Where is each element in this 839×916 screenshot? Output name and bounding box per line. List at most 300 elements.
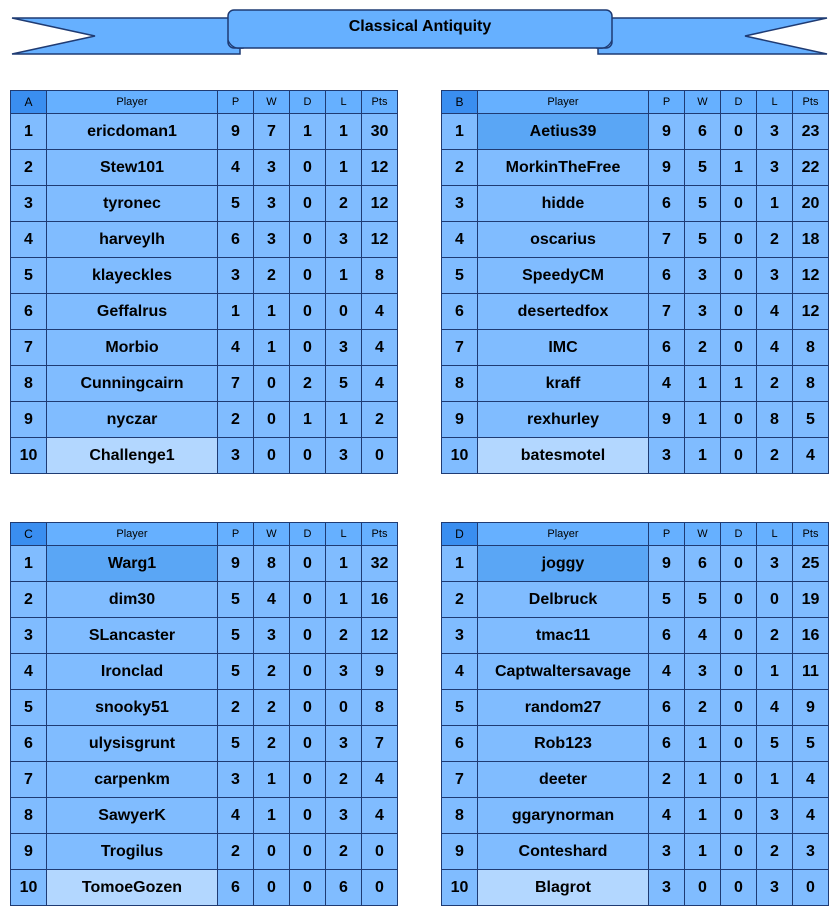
stat-cell-d: 1	[290, 402, 326, 438]
player-name-cell: Aetius39	[478, 114, 649, 150]
stat-cell-pts: 18	[793, 222, 829, 258]
stat-cell-d: 0	[290, 870, 326, 906]
stat-cell-w: 5	[685, 150, 721, 186]
header-row	[11, 523, 398, 546]
column-header-player: Player	[478, 91, 649, 114]
stat-cell-l: 3	[326, 330, 362, 366]
stat-cell-pts: 2	[362, 402, 398, 438]
table-row	[442, 186, 829, 222]
table-row	[442, 870, 829, 906]
stat-cell-p: 1	[218, 294, 254, 330]
column-header-w: W	[254, 91, 290, 114]
player-name-cell: carpenkm	[47, 762, 218, 798]
group-label: A	[11, 91, 47, 114]
player-name-cell: Geffalrus	[47, 294, 218, 330]
position-cell: 6	[442, 294, 478, 330]
position-cell: 9	[11, 834, 47, 870]
position-cell: 9	[11, 402, 47, 438]
stat-cell-p: 6	[218, 870, 254, 906]
stat-cell-pts: 12	[362, 618, 398, 654]
position-cell: 8	[11, 366, 47, 402]
stat-cell-pts: 12	[793, 258, 829, 294]
stat-cell-p: 5	[218, 726, 254, 762]
stat-cell-d: 0	[290, 762, 326, 798]
stat-cell-w: 2	[685, 690, 721, 726]
player-name-cell: oscarius	[478, 222, 649, 258]
stat-cell-pts: 3	[793, 834, 829, 870]
stat-cell-w: 2	[254, 726, 290, 762]
position-cell: 1	[11, 114, 47, 150]
table-row	[11, 690, 398, 726]
player-name-cell: tmac11	[478, 618, 649, 654]
column-header-d: D	[290, 523, 326, 546]
table-row	[442, 654, 829, 690]
stat-cell-l: 3	[757, 150, 793, 186]
table-row	[11, 114, 398, 150]
stat-cell-l: 0	[326, 294, 362, 330]
column-header-d: D	[290, 91, 326, 114]
position-cell: 10	[11, 438, 47, 474]
group-label: D	[442, 523, 478, 546]
table-row	[11, 834, 398, 870]
stat-cell-w: 1	[685, 402, 721, 438]
stat-cell-pts: 23	[793, 114, 829, 150]
stat-cell-w: 3	[685, 258, 721, 294]
table-row	[442, 762, 829, 798]
player-name-cell: Stew101	[47, 150, 218, 186]
stat-cell-p: 3	[218, 438, 254, 474]
stat-cell-w: 3	[685, 654, 721, 690]
stat-cell-pts: 11	[793, 654, 829, 690]
position-cell: 2	[11, 582, 47, 618]
stat-cell-l: 2	[757, 222, 793, 258]
stat-cell-l: 3	[757, 546, 793, 582]
stat-cell-pts: 0	[362, 438, 398, 474]
stat-cell-d: 0	[721, 114, 757, 150]
stat-cell-p: 2	[218, 402, 254, 438]
column-header-d: D	[721, 523, 757, 546]
position-cell: 4	[11, 222, 47, 258]
stat-cell-l: 3	[757, 114, 793, 150]
stat-cell-p: 5	[218, 618, 254, 654]
stat-cell-p: 6	[649, 186, 685, 222]
player-name-cell: SawyerK	[47, 798, 218, 834]
player-name-cell: Ironclad	[47, 654, 218, 690]
stat-cell-p: 9	[649, 114, 685, 150]
table-row	[442, 582, 829, 618]
position-cell: 5	[442, 258, 478, 294]
stat-cell-d: 0	[721, 726, 757, 762]
stat-cell-w: 4	[685, 618, 721, 654]
stat-cell-p: 6	[649, 726, 685, 762]
player-name-cell: desertedfox	[478, 294, 649, 330]
stat-cell-d: 0	[290, 582, 326, 618]
position-cell: 4	[442, 654, 478, 690]
stat-cell-d: 2	[290, 366, 326, 402]
stat-cell-l: 2	[326, 618, 362, 654]
stat-cell-pts: 0	[793, 870, 829, 906]
table-row	[11, 798, 398, 834]
position-cell: 1	[442, 546, 478, 582]
table-row	[442, 114, 829, 150]
column-header-l: L	[326, 91, 362, 114]
stat-cell-pts: 19	[793, 582, 829, 618]
stat-cell-p: 3	[218, 258, 254, 294]
stat-cell-p: 6	[649, 258, 685, 294]
player-name-cell: klayeckles	[47, 258, 218, 294]
stat-cell-p: 9	[218, 546, 254, 582]
stat-cell-d: 0	[290, 330, 326, 366]
position-cell: 5	[11, 258, 47, 294]
stat-cell-pts: 0	[362, 834, 398, 870]
stat-cell-p: 5	[218, 654, 254, 690]
stat-cell-l: 6	[326, 870, 362, 906]
column-header-pts: Pts	[793, 91, 829, 114]
stat-cell-p: 2	[218, 834, 254, 870]
stat-cell-p: 5	[649, 582, 685, 618]
column-header-p: P	[649, 91, 685, 114]
position-cell: 5	[11, 690, 47, 726]
column-header-w: W	[685, 91, 721, 114]
stat-cell-w: 6	[685, 546, 721, 582]
position-cell: 4	[442, 222, 478, 258]
stat-cell-l: 8	[757, 402, 793, 438]
table-row	[442, 834, 829, 870]
stat-cell-d: 0	[721, 690, 757, 726]
player-name-cell: IMC	[478, 330, 649, 366]
player-name-cell: Conteshard	[478, 834, 649, 870]
player-name-cell: snooky51	[47, 690, 218, 726]
table-row	[442, 726, 829, 762]
stat-cell-l: 1	[326, 150, 362, 186]
stat-cell-d: 1	[721, 366, 757, 402]
table-row	[442, 258, 829, 294]
position-cell: 3	[442, 186, 478, 222]
position-cell: 10	[442, 438, 478, 474]
stat-cell-pts: 12	[362, 150, 398, 186]
stat-cell-p: 5	[218, 186, 254, 222]
player-name-cell: dim30	[47, 582, 218, 618]
position-cell: 10	[11, 870, 47, 906]
stat-cell-d: 0	[290, 438, 326, 474]
table-row	[442, 294, 829, 330]
stat-cell-l: 3	[326, 654, 362, 690]
stat-cell-pts: 0	[362, 870, 398, 906]
table-row	[11, 294, 398, 330]
stat-cell-w: 1	[685, 438, 721, 474]
table-row	[442, 222, 829, 258]
table-row	[11, 150, 398, 186]
stat-cell-d: 0	[290, 798, 326, 834]
stat-cell-pts: 12	[793, 294, 829, 330]
stat-cell-l: 3	[326, 222, 362, 258]
player-name-cell: Delbruck	[478, 582, 649, 618]
stat-cell-p: 3	[218, 762, 254, 798]
stat-cell-w: 1	[254, 294, 290, 330]
column-header-w: W	[254, 523, 290, 546]
stat-cell-pts: 32	[362, 546, 398, 582]
stat-cell-w: 1	[254, 762, 290, 798]
stat-cell-l: 5	[326, 366, 362, 402]
stat-cell-l: 0	[757, 582, 793, 618]
table-row	[442, 330, 829, 366]
table-row	[11, 870, 398, 906]
position-cell: 6	[11, 294, 47, 330]
player-name-cell: ulysisgrunt	[47, 726, 218, 762]
stat-cell-pts: 30	[362, 114, 398, 150]
group-d-table	[441, 522, 829, 906]
player-name-cell: Trogilus	[47, 834, 218, 870]
stat-cell-p: 4	[218, 150, 254, 186]
stat-cell-w: 5	[685, 222, 721, 258]
position-cell: 1	[442, 114, 478, 150]
stat-cell-p: 4	[218, 330, 254, 366]
stat-cell-l: 2	[326, 762, 362, 798]
stat-cell-pts: 5	[793, 402, 829, 438]
stat-cell-l: 3	[326, 798, 362, 834]
stat-cell-l: 4	[757, 294, 793, 330]
player-name-cell: ggarynorman	[478, 798, 649, 834]
stat-cell-l: 2	[757, 438, 793, 474]
stat-cell-l: 3	[757, 798, 793, 834]
stat-cell-pts: 4	[362, 798, 398, 834]
stat-cell-w: 7	[254, 114, 290, 150]
column-header-w: W	[685, 523, 721, 546]
stat-cell-d: 0	[290, 222, 326, 258]
column-header-p: P	[649, 523, 685, 546]
stat-cell-pts: 4	[362, 294, 398, 330]
position-cell: 9	[442, 402, 478, 438]
stat-cell-l: 3	[326, 726, 362, 762]
stat-cell-p: 9	[649, 546, 685, 582]
stat-cell-d: 0	[721, 798, 757, 834]
stat-cell-w: 3	[254, 618, 290, 654]
stat-cell-w: 1	[685, 726, 721, 762]
stat-cell-p: 2	[649, 762, 685, 798]
stat-cell-w: 3	[685, 294, 721, 330]
player-name-cell: kraff	[478, 366, 649, 402]
table-row	[11, 402, 398, 438]
table-row	[11, 582, 398, 618]
stat-cell-pts: 9	[362, 654, 398, 690]
stat-cell-l: 0	[326, 690, 362, 726]
stat-cell-pts: 9	[793, 690, 829, 726]
stat-cell-d: 0	[721, 258, 757, 294]
stat-cell-w: 0	[254, 870, 290, 906]
column-header-player: Player	[478, 523, 649, 546]
column-header-player: Player	[47, 523, 218, 546]
stat-cell-w: 1	[254, 798, 290, 834]
stat-cell-w: 2	[685, 330, 721, 366]
stat-cell-l: 3	[757, 258, 793, 294]
player-name-cell: batesmotel	[478, 438, 649, 474]
stat-cell-p: 6	[218, 222, 254, 258]
stat-cell-p: 4	[649, 654, 685, 690]
header-row	[442, 91, 829, 114]
stat-cell-d: 0	[721, 654, 757, 690]
stat-cell-d: 0	[290, 186, 326, 222]
player-name-cell: ericdoman1	[47, 114, 218, 150]
table-row	[11, 258, 398, 294]
column-header-l: L	[326, 523, 362, 546]
player-name-cell: random27	[478, 690, 649, 726]
table-row	[11, 654, 398, 690]
stat-cell-l: 2	[757, 834, 793, 870]
stat-cell-l: 3	[326, 438, 362, 474]
position-cell: 3	[11, 618, 47, 654]
stat-cell-p: 6	[649, 690, 685, 726]
stat-cell-w: 1	[685, 834, 721, 870]
column-header-l: L	[757, 91, 793, 114]
stat-cell-pts: 25	[793, 546, 829, 582]
stat-cell-pts: 4	[362, 366, 398, 402]
stat-cell-p: 7	[649, 222, 685, 258]
stat-cell-pts: 4	[793, 798, 829, 834]
stat-cell-d: 0	[721, 618, 757, 654]
stat-cell-l: 1	[757, 762, 793, 798]
position-cell: 3	[442, 618, 478, 654]
stat-cell-p: 3	[649, 870, 685, 906]
player-name-cell: deeter	[478, 762, 649, 798]
stat-cell-w: 0	[254, 438, 290, 474]
stat-cell-d: 0	[290, 546, 326, 582]
table-row	[11, 186, 398, 222]
stat-cell-p: 6	[649, 330, 685, 366]
table-row	[11, 366, 398, 402]
stat-cell-w: 8	[254, 546, 290, 582]
stat-cell-pts: 12	[362, 186, 398, 222]
stat-cell-pts: 7	[362, 726, 398, 762]
stat-cell-l: 1	[757, 654, 793, 690]
position-cell: 8	[11, 798, 47, 834]
player-name-cell: Blagrot	[478, 870, 649, 906]
table-row	[11, 330, 398, 366]
stat-cell-l: 2	[757, 618, 793, 654]
player-name-cell: Rob123	[478, 726, 649, 762]
stat-cell-d: 0	[721, 870, 757, 906]
table-row	[11, 222, 398, 258]
stat-cell-w: 1	[685, 798, 721, 834]
stat-cell-d: 0	[721, 834, 757, 870]
stat-cell-d: 0	[290, 726, 326, 762]
stat-cell-pts: 4	[362, 762, 398, 798]
position-cell: 8	[442, 366, 478, 402]
stat-cell-p: 7	[218, 366, 254, 402]
position-cell: 6	[11, 726, 47, 762]
table-row	[442, 618, 829, 654]
position-cell: 10	[442, 870, 478, 906]
group-b-table	[441, 90, 829, 474]
stat-cell-d: 0	[721, 438, 757, 474]
player-name-cell: nyczar	[47, 402, 218, 438]
position-cell: 5	[442, 690, 478, 726]
stat-cell-l: 2	[757, 366, 793, 402]
stat-cell-l: 3	[757, 870, 793, 906]
player-name-cell: harveylh	[47, 222, 218, 258]
stat-cell-w: 2	[254, 654, 290, 690]
column-header-p: P	[218, 91, 254, 114]
stat-cell-w: 0	[685, 870, 721, 906]
stat-cell-pts: 8	[793, 330, 829, 366]
stat-cell-d: 0	[290, 258, 326, 294]
stat-cell-l: 1	[326, 546, 362, 582]
stat-cell-pts: 16	[793, 618, 829, 654]
stat-cell-pts: 8	[793, 366, 829, 402]
position-cell: 6	[442, 726, 478, 762]
stat-cell-p: 4	[649, 366, 685, 402]
table-row	[11, 762, 398, 798]
column-header-l: L	[757, 523, 793, 546]
stat-cell-d: 0	[721, 402, 757, 438]
stat-cell-w: 1	[685, 762, 721, 798]
group-a-table	[10, 90, 398, 474]
group-c-table	[10, 522, 398, 906]
stat-cell-d: 0	[721, 294, 757, 330]
position-cell: 2	[11, 150, 47, 186]
stat-cell-p: 4	[218, 798, 254, 834]
stat-cell-w: 1	[685, 366, 721, 402]
stat-cell-pts: 22	[793, 150, 829, 186]
stat-cell-d: 0	[721, 186, 757, 222]
stat-cell-w: 3	[254, 150, 290, 186]
player-name-cell: rexhurley	[478, 402, 649, 438]
stat-cell-w: 3	[254, 222, 290, 258]
banner-title: Classical Antiquity	[348, 18, 492, 35]
player-name-cell: Warg1	[47, 546, 218, 582]
stat-cell-w: 0	[254, 366, 290, 402]
column-header-p: P	[218, 523, 254, 546]
column-header-pts: Pts	[793, 523, 829, 546]
table-row	[11, 438, 398, 474]
group-label: B	[442, 91, 478, 114]
column-header-player: Player	[47, 91, 218, 114]
stat-cell-pts: 16	[362, 582, 398, 618]
stat-cell-pts: 8	[362, 690, 398, 726]
player-name-cell: Challenge1	[47, 438, 218, 474]
player-name-cell: TomoeGozen	[47, 870, 218, 906]
position-cell: 8	[442, 798, 478, 834]
stat-cell-d: 1	[721, 150, 757, 186]
position-cell: 3	[11, 186, 47, 222]
stat-cell-w: 6	[685, 114, 721, 150]
header-row	[442, 523, 829, 546]
stat-cell-l: 1	[757, 186, 793, 222]
player-name-cell: SpeedyCM	[478, 258, 649, 294]
position-cell: 7	[11, 330, 47, 366]
stat-cell-p: 6	[649, 618, 685, 654]
stat-cell-w: 0	[254, 834, 290, 870]
stat-cell-d: 0	[290, 654, 326, 690]
table-row	[442, 438, 829, 474]
player-name-cell: Cunningcairn	[47, 366, 218, 402]
header-row	[11, 91, 398, 114]
stat-cell-d: 0	[721, 330, 757, 366]
table-row	[442, 402, 829, 438]
stat-cell-d: 1	[290, 114, 326, 150]
stat-cell-pts: 12	[362, 222, 398, 258]
table-row	[442, 798, 829, 834]
stat-cell-pts: 4	[793, 438, 829, 474]
stat-cell-l: 5	[757, 726, 793, 762]
column-header-d: D	[721, 91, 757, 114]
stat-cell-l: 1	[326, 114, 362, 150]
stat-cell-d: 0	[290, 618, 326, 654]
stat-cell-l: 4	[757, 690, 793, 726]
stat-cell-d: 0	[290, 690, 326, 726]
player-name-cell: Captwaltersavage	[478, 654, 649, 690]
stat-cell-p: 4	[649, 798, 685, 834]
position-cell: 1	[11, 546, 47, 582]
